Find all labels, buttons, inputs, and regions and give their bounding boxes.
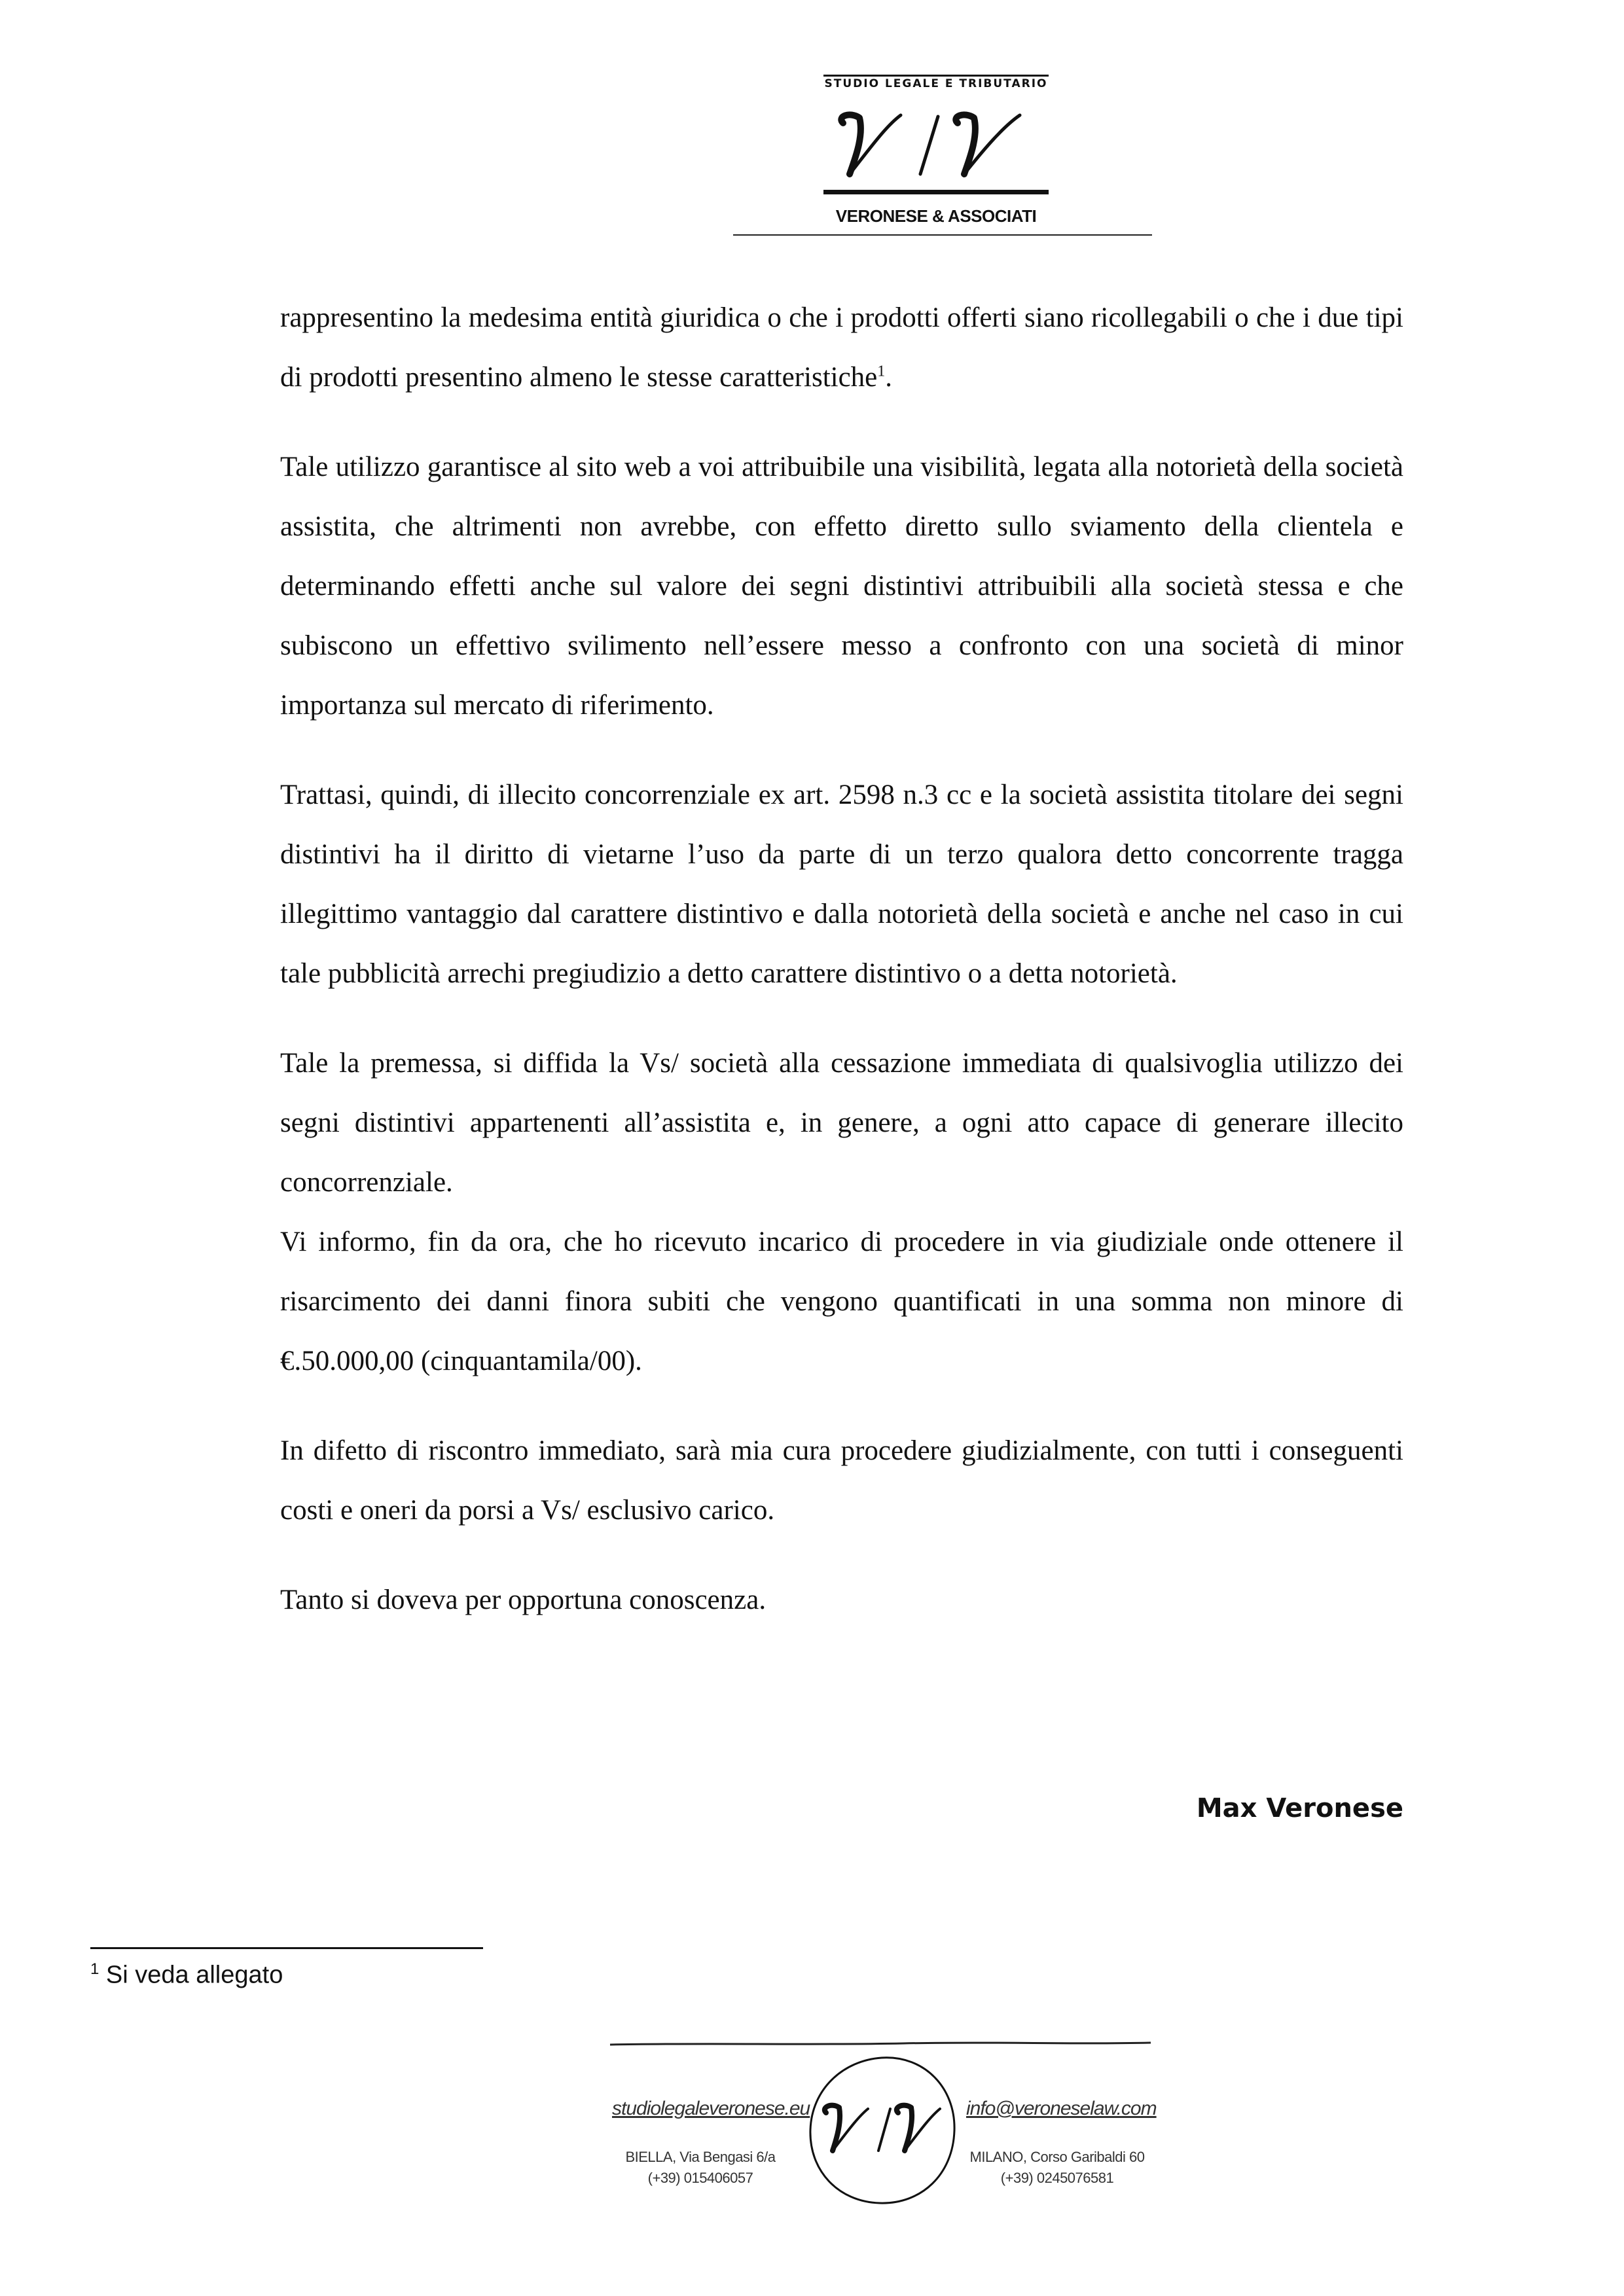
paragraph-1 [280, 288, 1403, 407]
studio-label: STUDIO LEGALE E TRIBUTARIO [824, 77, 1048, 90]
paragraph-1-text: rappresentino la medesima entità giuridica o che i prodotti offerti siano ricollegabili o che i due tipi di prodotti presentino almeno le stesse caratteristiche [280, 302, 1403, 393]
paragraph-3: Trattasi, quindi, di illecito concorrenziale ex art. 2598 n.3 cc e la società assistita titolare dei segni distintivi ha il diritto di vietarne l’uso da parte di un terzo qualora detto concorrente tragga illegittimo vantaggio dal carattere distintivo e dalla notorietà della società e anche nel caso in cui tale pubblicità arrechi pregiudizio a detto carattere distintivo o a detta notorietà. [280, 780, 1403, 989]
header-base-rule [733, 234, 1152, 236]
header-top-rule [823, 75, 1049, 77]
paragraph-1-end: . [885, 362, 893, 393]
email-link[interactable]: info@veroneselaw.com [966, 2098, 1157, 2119]
paragraph-7: Tanto si doveva per opportuna conoscenza. [280, 1585, 767, 1615]
biella-address: BIELLA, Via Bengasi 6/a [625, 2149, 776, 2165]
footnote-separator [90, 1947, 483, 1949]
footnote [90, 1960, 876, 1990]
biella-office [619, 2147, 782, 2189]
footnote-number: 1 [90, 1960, 99, 1978]
paragraph-6: In difetto di riscontro immediato, sarà mia cura procedere giudizialmente, con tutti i conseguenti costi e oneri da porsi a Vs/ esclusivo carico. [280, 1435, 1403, 1526]
header-mid-rule [823, 190, 1049, 194]
milano-office [962, 2147, 1152, 2189]
footnote-text: Si veda allegato [105, 1961, 283, 1989]
website-link[interactable]: studiolegaleveronese.eu [612, 2098, 810, 2119]
paragraph-2: Tale utilizzo garantisce al sito web a voi attribuibile una visibilità, legata alla notorietà della società assistita, che altrimenti non avrebbe, con effetto diretto sullo sviamento della clientela e determinando effetti anche sul valore dei segni distintivi attribuibili alla società stessa e che subiscono un effettivo svilimento nell’essere messo a confronto con una società di minor importanza sul mercato di riferimento. [280, 452, 1403, 721]
signature: Max Veronese [1196, 1793, 1403, 1823]
footer-vv-logo [800, 2049, 964, 2212]
paragraph-4: Tale la premessa, si diffida la Vs/ società alla cessazione immediata di qualsivoglia utilizzo dei segni distintivi appartenenti all’assistita e, in genere, a ogni atto capace di generare illecito concorrenziale. [280, 1048, 1403, 1198]
milano-phone: (+39) 0245076581 [1000, 2170, 1114, 2186]
firm-name: VERONESE & ASSOCIATI [835, 206, 1037, 226]
footer-brush-rule [609, 2041, 1152, 2047]
paragraph-5: Vi informo, fin da ora, che ho ricevuto incarico di procedere in via giudiziale onde ottenere il risarcimento dei danni finora subiti che vengono quantificati in una somma non minore di €.50.000,00 (cinquantamila/00). [280, 1227, 1403, 1376]
biella-phone: (+39) 015406057 [647, 2170, 753, 2186]
milano-address: MILANO, Corso Garibaldi 60 [969, 2149, 1145, 2165]
footnote-reference[interactable]: 1 [877, 363, 886, 380]
letter-body [280, 288, 1403, 1660]
vv-logo [823, 97, 1049, 188]
letterhead-header [0, 0, 1624, 249]
